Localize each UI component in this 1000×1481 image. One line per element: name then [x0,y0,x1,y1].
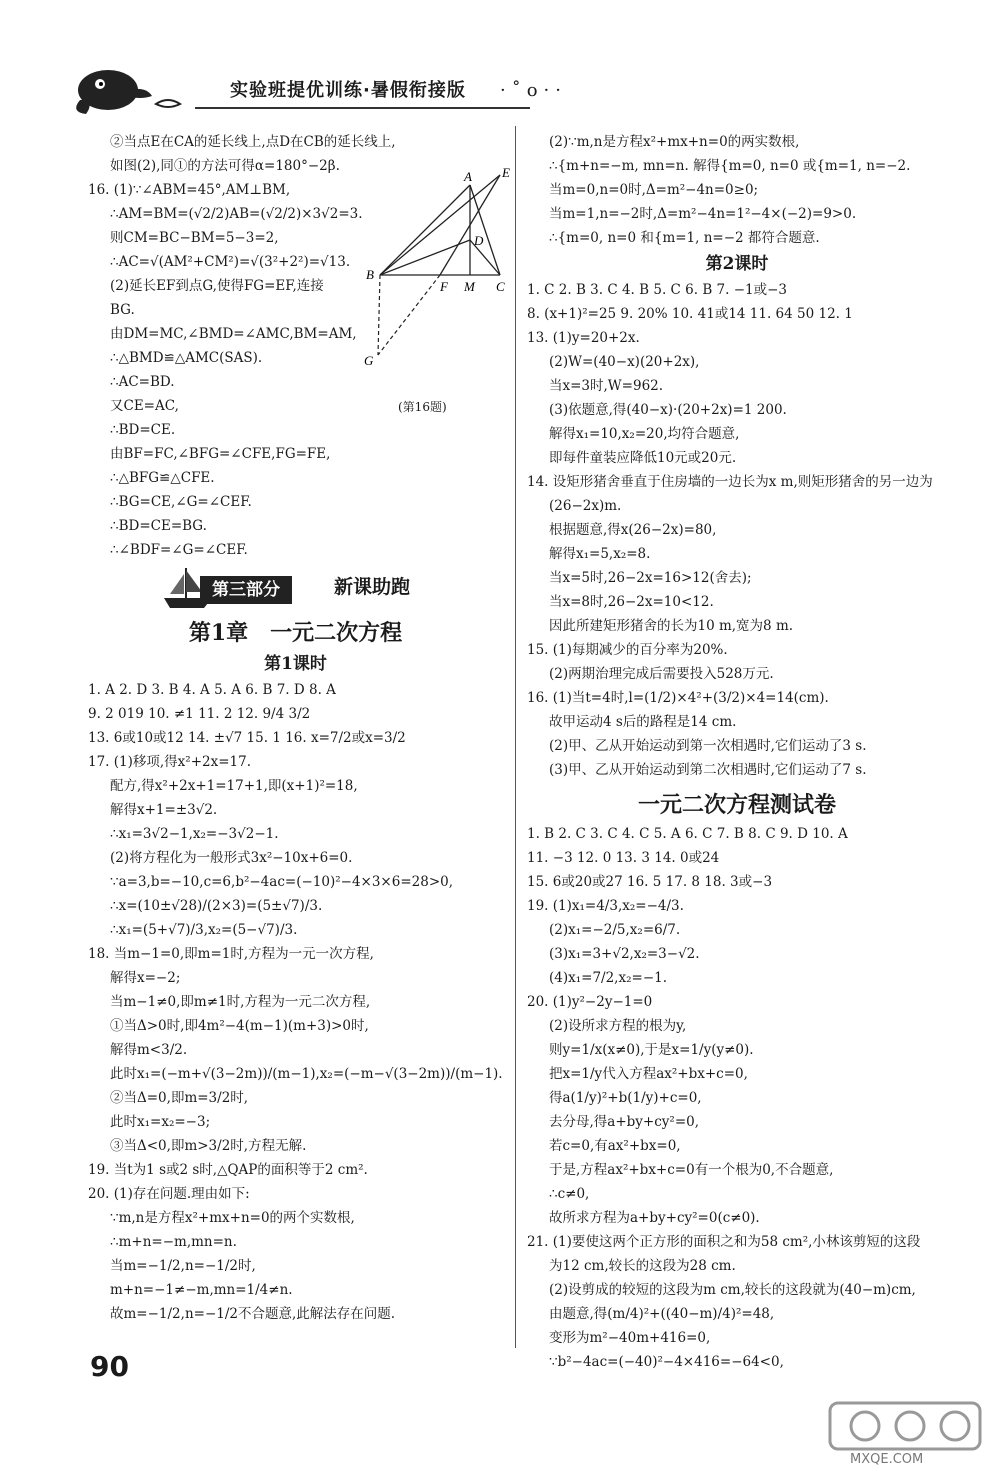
text-line: ∴x=(10±√28)/(2×3)=(5±√7)/3. [110,898,323,914]
text-line: 于是,方程ax²+bx+c=0有一个根为0,不合题意, [549,1162,834,1178]
text-line: (4)x₁=7/2,x₂=−1. [549,970,668,986]
label-a: A [464,169,472,184]
header-rule [195,107,530,109]
text-line: 19. (1)x₁=4/3,x₂=−4/3. [527,898,684,914]
text-line: 去分母,得a+by+cy²=0, [549,1114,700,1130]
text-line: 为12 cm,较长的这段为28 cm. [549,1258,736,1274]
label-e: E [502,165,510,180]
text-line: ∴AC=√(AM²+CM²)=√(3²+2²)=√13. [110,254,351,270]
text-line: 则CM=BC−BM=5−3=2, [110,230,279,246]
text-line: 当m=1,n=−2时,Δ=m²−4n=1²−4×(−2)=9>0. [549,206,857,222]
text-line: ∴x₁=(5+√7)/3,x₂=(5−√7)/3. [110,922,298,938]
text-line: 当m=−1/2,n=−1/2时, [110,1258,256,1274]
text-line: 由DM=MC,∠BMD=∠AMC,BM=AM, [110,326,357,342]
text-line: BG. [110,302,135,318]
label-b: B [366,267,374,282]
text-line: 当x=3时,W=962. [549,378,664,394]
part-banner [158,570,503,610]
text-line: ∴{m+n=−m, mn=n. 解得{m=0, n=0 或{m=1, n=−2. [549,158,911,174]
text-line: (3)依题意,得(40−x)·(20+2x)=1 200. [549,402,787,418]
text-line: 变形为m²−40m+416=0, [549,1330,711,1346]
text-line: ∵b²−4ac=(−40)²−4×416=−64<0, [549,1354,784,1370]
text-line: ∴x₁=3√2−1,x₂=−3√2−1. [110,826,279,842]
figure-caption: (第16题) [398,400,447,414]
label-f: F [440,279,448,294]
text-line: ∴c≠0, [549,1186,590,1202]
text-line: 由题意,得(m/4)²+((40−m)/4)²=48, [549,1306,775,1322]
text-line: ∴BD=CE. [110,422,176,438]
text-line: 此时x₁=x₂=−3; [110,1114,211,1130]
text-line: 配方,得x²+2x+1=17+1,即(x+1)²=18, [110,778,358,794]
label-m: M [464,279,475,294]
text-line: ②当Δ=0,即m=3/2时, [110,1090,249,1106]
text-line: (2)设所求方程的根为y, [549,1018,687,1034]
text-line: 21. (1)要使这两个正方形的面积之和为58 cm²,小林该剪短的这段 [527,1234,921,1250]
text-line: 16. (1)当t=4时,l=(1/2)×4²+(3/2)×4=14(cm). [527,690,829,706]
text-line: 20. (1)存在问题.理由如下: [88,1186,250,1202]
text-line: 得a(1/y)²+b(1/y)+c=0, [549,1090,702,1106]
text-line: ∴{m=0, n=0 和{m=1, n=−2 都符合题意. [549,230,820,246]
text-line: 故m=−1/2,n=−1/2不合题意,此解法存在问题. [110,1306,396,1322]
text-line: ∴△BMD≌△AMC(SAS). [110,350,263,366]
text-line: 11. −3 12. 0 13. 3 14. 0或24 [527,850,720,866]
header-dots: ·˚o·· [500,80,568,101]
dolphin-mascot-icon [68,60,188,118]
text-line: 解得x₁=5,x₂=8. [549,546,651,562]
text-line: 因此所建矩形猪舍的长为10 m,宽为8 m. [549,618,794,634]
text-line: 9. 2 019 10. ≠1 11. 2 12. 9/4 3/2 [88,706,311,722]
label-c: C [496,279,505,294]
text-line: 18. 当m−1=0,即m=1时,方程为一元一次方程, [88,946,374,962]
text-line: 14. 设矩形猪舍垂直于住房墙的一边长为x m,则矩形猪舍的另一边为 [527,474,933,490]
text-line: 13. (1)y=20+2x. [527,330,640,346]
text-line: 由BF=FC,∠BFG=∠CFE,FG=FE, [110,446,331,462]
text-line: 解得m<3/2. [110,1042,188,1058]
text-line: 即每件童装应降低10元或20元. [549,450,737,466]
text-line: (3)x₁=3+√2,x₂=3−√2. [549,946,700,962]
text-line: (2)延长EF到点G,使得FG=EF,连接 [110,278,324,294]
label-d: D [474,233,484,248]
header [60,58,960,120]
text-line: m+n=−1≠−m,mn=1/4≠n. [110,1282,293,1298]
lesson-2-title: 第2课时 [705,254,769,274]
text-line: 16. (1)∵∠ABM=45°,AM⊥BM, [88,182,291,198]
text-line: (2)设剪成的较短的这段为m cm,较长的这段就为(40−m)cm, [549,1282,916,1298]
text-line: (3)甲、乙从开始运动到第二次相遇时,它们运动了7 s. [549,762,867,778]
text-line: 则y=1/x(x≠0),于是x=1/y(y≠0). [549,1042,754,1058]
text-line: ∴AM=BM=(√2/2)AB=(√2/2)×3√2=3. [110,206,363,222]
text-line: 1. A 2. D 3. B 4. A 5. A 6. B 7. D 8. A [88,682,336,698]
text-line: 解得x₁=10,x₂=20,均符合题意, [549,426,740,442]
text-line: ∴BD=CE=BG. [110,518,207,534]
text-line: (26−2x)m. [549,498,622,514]
text-line: ∴△BFG≌△CFE. [110,470,215,486]
part-label: 第三部分 [200,576,292,604]
header-title: 实验班提优训练·暑假衔接版 [230,80,466,101]
text-line: ∴m+n=−m,mn=n. [110,1234,237,1250]
page-number: 90 [90,1350,129,1383]
test-title: 一元二次方程测试卷 [637,792,836,818]
text-line: (2)W=(40−x)(20+2x), [549,354,700,370]
text-line: 解得x=−2; [110,970,181,986]
text-line: ②当点E在CA的延长线上,点D在CB的延长线上, [110,134,396,150]
chapter-title: 第1章 一元二次方程 [188,620,403,646]
lesson-1-title: 第1课时 [264,654,327,674]
text-line: (2)两期治理完成后需要投入528万元. [549,666,774,682]
text-line: 若c=0,有ax²+bx=0, [549,1138,681,1154]
text-line: ∵a=3,b=−10,c=6,b²−4ac=(−10)²−4×3×6=28>0, [110,874,454,890]
right-column [527,130,947,1374]
text-line: (2)将方程化为一般形式3x²−10x+6=0. [110,850,353,866]
text-line: 当x=5时,26−2x=16>12(舍去); [549,570,752,586]
text-line: 解得x+1=±3√2. [110,802,218,818]
text-line: 把x=1/y代入方程ax²+bx+c=0, [549,1066,748,1082]
text-line: ∴∠BDF=∠G=∠CEF. [110,542,248,558]
text-line: 此时x₁=(−m+√(3−2m))/(m−1),x₂=(−m−√(3−2m))/(m−1). [110,1066,503,1082]
text-line: 1. B 2. C 3. C 4. C 5. A 6. C 7. B 8. C 9. D 10. A [527,826,848,842]
text-line: 15. (1)每期减少的百分率为20%. [527,642,728,658]
text-line: 19. 当t为1 s或2 s时,△QAP的面积等于2 cm². [88,1162,368,1178]
text-line: ∵m,n是方程x²+mx+n=0的两个实数根, [110,1210,355,1226]
text-line: 20. (1)y²−2y−1=0 [527,994,653,1010]
text-line: 15. 6或20或27 16. 5 17. 8 18. 3或−3 [527,874,773,890]
text-line: 根据题意,得x(26−2x)=80, [549,522,717,538]
triangle-figure [360,165,520,415]
text-line: ③当Δ<0,即m>3/2时,方程无解. [110,1138,307,1154]
text-line: (2)∵m,n是方程x²+mx+n=0的两实数根, [549,134,800,150]
text-line: 如图(2),同①的方法可得α=180°−2β. [110,158,340,174]
text-line: 当x=8时,26−2x=10<12. [549,594,714,610]
text-line: ∴BG=CE,∠G=∠CEF. [110,494,252,510]
text-line: (2)x₁=−2/5,x₂=6/7. [549,922,681,938]
text-line: 8. (x+1)²=25 9. 20% 10. 41或14 11. 64 50 12. 1 [527,306,853,322]
text-line: 13. 6或10或12 14. ±√7 15. 1 16. x=7/2或x=3/2 [88,730,406,746]
text-line: 故甲运动4 s后的路程是14 cm. [549,714,737,730]
text-line: 17. (1)移项,得x²+2x=17. [88,754,251,770]
text-line: 当m−1≠0,即m≠1时,方程为一元二次方程, [110,994,371,1010]
text-line: ①当Δ>0时,即4m²−4(m−1)(m+3)>0时, [110,1018,369,1034]
text-line: 当m=0,n=0时,Δ=m²−4n=0≥0; [549,182,759,198]
part-subtitle: 新课助跑 [334,576,411,598]
watermark-text: MXQE.COM [850,1452,924,1467]
text-line: ∴AC=BD. [110,374,175,390]
label-g: G [364,353,374,368]
text-line: 又CE=AC, [110,398,179,414]
text-line: (2)甲、乙从开始运动到第一次相遇时,它们运动了3 s. [549,738,867,754]
text-line: 1. C 2. B 3. C 4. B 5. C 6. B 7. −1或−3 [527,282,788,298]
text-line: 故所求方程为a+by+cy²=0(c≠0). [549,1210,760,1226]
